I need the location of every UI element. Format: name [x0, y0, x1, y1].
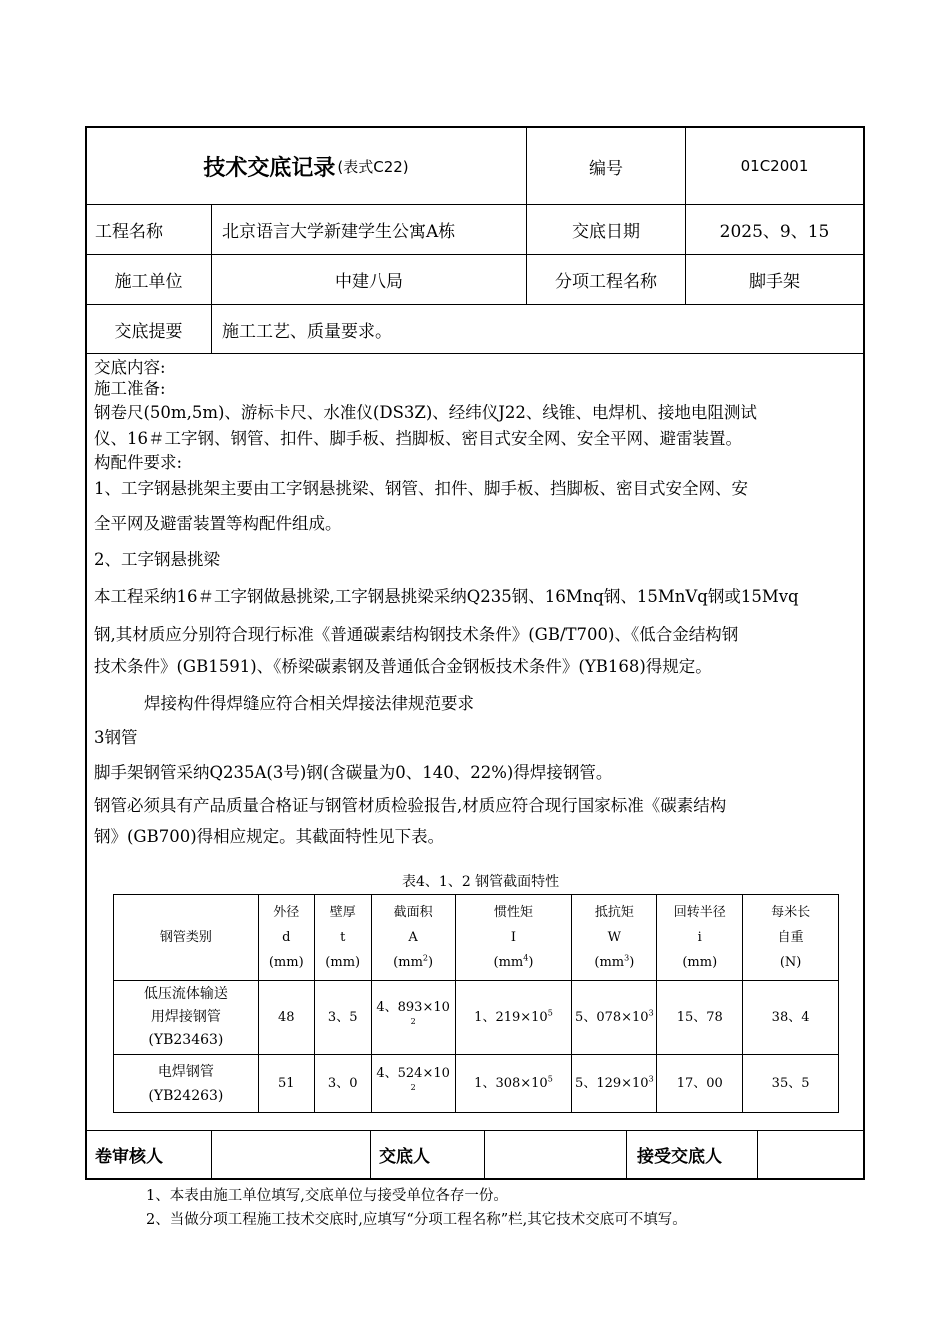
content-line: 钢卷尺(50m,5m)、游标卡尺、水准仪(DS3Z)、经纬仪J22、线锥、电焊机、接地电阻测试 — [94, 403, 757, 422]
header-l3: (mm — [493, 955, 524, 970]
header-sup: 2 — [422, 953, 428, 963]
reviewer-label: 卷审核人 — [95, 1147, 163, 1167]
row-d: 48 — [258, 981, 314, 1055]
header-l2: d — [282, 930, 291, 945]
header-l3: (mm — [594, 955, 625, 970]
row-modulus-value: 5、078×10 — [575, 1010, 649, 1025]
header-sup: 3 — [624, 953, 630, 963]
summary-value: 施工工艺、质量要求。 — [222, 321, 392, 342]
row-name-line: 低压流体输送 — [143, 986, 228, 1002]
header-l3: (N) — [779, 955, 802, 970]
row-radius: 17、00 — [657, 1055, 743, 1113]
header-l1: 外径 — [273, 905, 300, 920]
steel-section-table — [113, 894, 839, 1113]
row-radius: 15、78 — [657, 981, 743, 1055]
table-caption: 表4、1、2 钢管截面特性 — [402, 874, 560, 890]
content-line: 钢,其材质应分别符合现行标准《普通碳素结构钢技术条件》(GB/T700)、《低合金结构钢 — [94, 625, 739, 644]
header-l1: 惯性矩 — [493, 905, 533, 920]
header-l1: 壁厚 — [329, 905, 356, 920]
row-area-exp: 2 — [410, 1083, 416, 1093]
form-code: (表式C22) — [337, 157, 409, 176]
header-thickness — [314, 895, 371, 981]
row-area — [371, 981, 455, 1055]
header-l2: W — [607, 930, 622, 945]
row-name-line: 用焊接钢管 — [150, 1009, 221, 1025]
content-line: 钢管必须具有产品质量合格证与钢管材质检验报告,材质应符合现行国家标准《碳素结构 — [94, 796, 727, 815]
row-inertia — [455, 981, 572, 1055]
unit-value: 中建八局 — [335, 272, 403, 292]
header-tail: ) — [428, 955, 434, 970]
discloser-value[interactable] — [485, 1131, 626, 1178]
content-line: 3钢管 — [94, 728, 138, 747]
date-label: 交底日期 — [572, 222, 640, 242]
header-modulus — [572, 895, 657, 981]
table-row — [114, 1055, 839, 1113]
content-line: 交底内容: — [94, 358, 166, 377]
project-name-label: 工程名称 — [95, 222, 163, 242]
row-modulus — [572, 1055, 657, 1113]
row-inertia — [455, 1055, 572, 1113]
reviewer-value[interactable] — [212, 1131, 370, 1178]
disclosure-content — [94, 357, 864, 852]
date-value: 2025、9、15 — [719, 222, 830, 242]
row-name-line: 电焊钢管 — [157, 1063, 214, 1080]
content-line: 技术条件》(GB1591)、《桥梁碳素钢及普通低合金钢板技术条件》(YB168)得规定。 — [94, 657, 712, 676]
content-line: 全平网及避雷装置等构配件组成。 — [94, 514, 342, 533]
header-type-label: 钢管类别 — [159, 930, 212, 945]
row-modulus-exp: 3 — [648, 1008, 654, 1018]
header-l2: i — [697, 930, 702, 945]
content-line: 钢》(GB700)得相应规定。其截面特性见下表。 — [94, 827, 445, 846]
row-inertia-value: 1、308×10 — [474, 1076, 548, 1091]
project-name-value: 北京语言大学新建学生公寓A栋 — [222, 222, 456, 242]
form-title — [86, 128, 526, 204]
header-l1: 回转半径 — [673, 905, 726, 920]
header-l2: I — [510, 930, 517, 945]
header-inertia — [455, 895, 572, 981]
header-radius — [657, 895, 743, 981]
row-modulus — [572, 981, 657, 1055]
row-t: 3、5 — [314, 981, 371, 1055]
header-diameter — [258, 895, 314, 981]
row-inertia-exp: 5 — [547, 1074, 553, 1084]
number-label: 编号 — [589, 158, 623, 179]
header-l2: 自重 — [777, 930, 804, 945]
row-inertia-value: 1、219×10 — [474, 1010, 548, 1025]
row-type — [114, 981, 259, 1055]
row-type — [114, 1055, 259, 1113]
frame-bottom — [85, 1178, 865, 1180]
receiver-value[interactable] — [758, 1131, 863, 1178]
header-weight — [743, 895, 839, 981]
content-line: 1、工字钢悬挑架主要由工字钢悬挑梁、钢管、扣件、脚手板、挡脚板、密目式安全网、安 — [94, 479, 748, 498]
sub-project-label: 分项工程名称 — [555, 272, 657, 292]
table-header-row — [114, 895, 839, 981]
row-name-line: (YB23463) — [148, 1032, 224, 1048]
row-area — [371, 1055, 455, 1113]
header-l1: 截面积 — [393, 905, 433, 920]
header-l3: (mm — [393, 955, 423, 970]
header-l3: (mm) — [325, 955, 361, 970]
header-l2: t — [340, 930, 346, 945]
sub-project-value: 脚手架 — [749, 272, 800, 292]
form-title-text: 技术交底记录 — [203, 155, 336, 181]
rule-4 — [85, 353, 865, 354]
header-tail: ) — [528, 955, 534, 970]
row-weight: 35、5 — [743, 1055, 839, 1113]
row-name-line: (YB24263) — [148, 1087, 224, 1104]
row-inertia-exp: 5 — [547, 1008, 553, 1018]
header-sup: 4 — [523, 953, 529, 963]
header-tail: ) — [629, 955, 635, 970]
discloser-label: 交底人 — [379, 1147, 430, 1167]
header-l1: 每米长 — [771, 905, 811, 920]
unit-label: 施工单位 — [114, 272, 183, 292]
row-area-exp: 2 — [410, 1017, 416, 1027]
content-line: 2、工字钢悬挑梁 — [94, 550, 220, 569]
content-line: 脚手架钢管采纳Q235A(3号)钢(含碳量为0、140、22%)得焊接钢管。 — [94, 763, 613, 782]
content-line: 施工准备: — [94, 379, 166, 398]
table-row — [114, 981, 839, 1055]
header-l3: (mm) — [682, 955, 718, 970]
summary-label: 交底提要 — [114, 321, 183, 342]
footnote-2: 2、当做分项工程施工技术交底时,应填写“分项工程名称”栏,其它技术交底可不填写。 — [146, 1212, 687, 1228]
header-area — [371, 895, 455, 981]
row-area-value: 4、524×10 — [376, 1066, 450, 1082]
row-t: 3、0 — [314, 1055, 371, 1113]
number-value: 01C2001 — [740, 157, 809, 175]
header-l2: A — [408, 930, 418, 945]
row-modulus-exp: 3 — [648, 1074, 654, 1084]
header-l1: 抵抗矩 — [594, 905, 634, 920]
header-type — [114, 895, 259, 981]
row-weight: 38、4 — [743, 981, 839, 1055]
row-area-value: 4、893×10 — [376, 1000, 450, 1016]
content-line: 本工程采纳16＃工字钢做悬挑梁,工字钢悬挑梁采纳Q235钢、16Mnq钢、15MnVq钢或15Mvq — [94, 587, 799, 606]
footnote-1: 1、本表由施工单位填写,交底单位与接受单位各存一份。 — [146, 1188, 508, 1204]
receiver-label: 接受交底人 — [637, 1147, 722, 1167]
content-line: 构配件要求: — [94, 453, 183, 472]
row-modulus-value: 5、129×10 — [575, 1076, 649, 1091]
header-l3: (mm) — [268, 955, 304, 970]
row-d: 51 — [258, 1055, 314, 1113]
content-line: 仪、16＃工字钢、钢管、扣件、脚手板、挡脚板、密目式安全网、安全平网、避雷装置。 — [94, 429, 742, 448]
content-line: 焊接构件得焊缝应符合相关焊接法律规范要求 — [144, 694, 474, 713]
